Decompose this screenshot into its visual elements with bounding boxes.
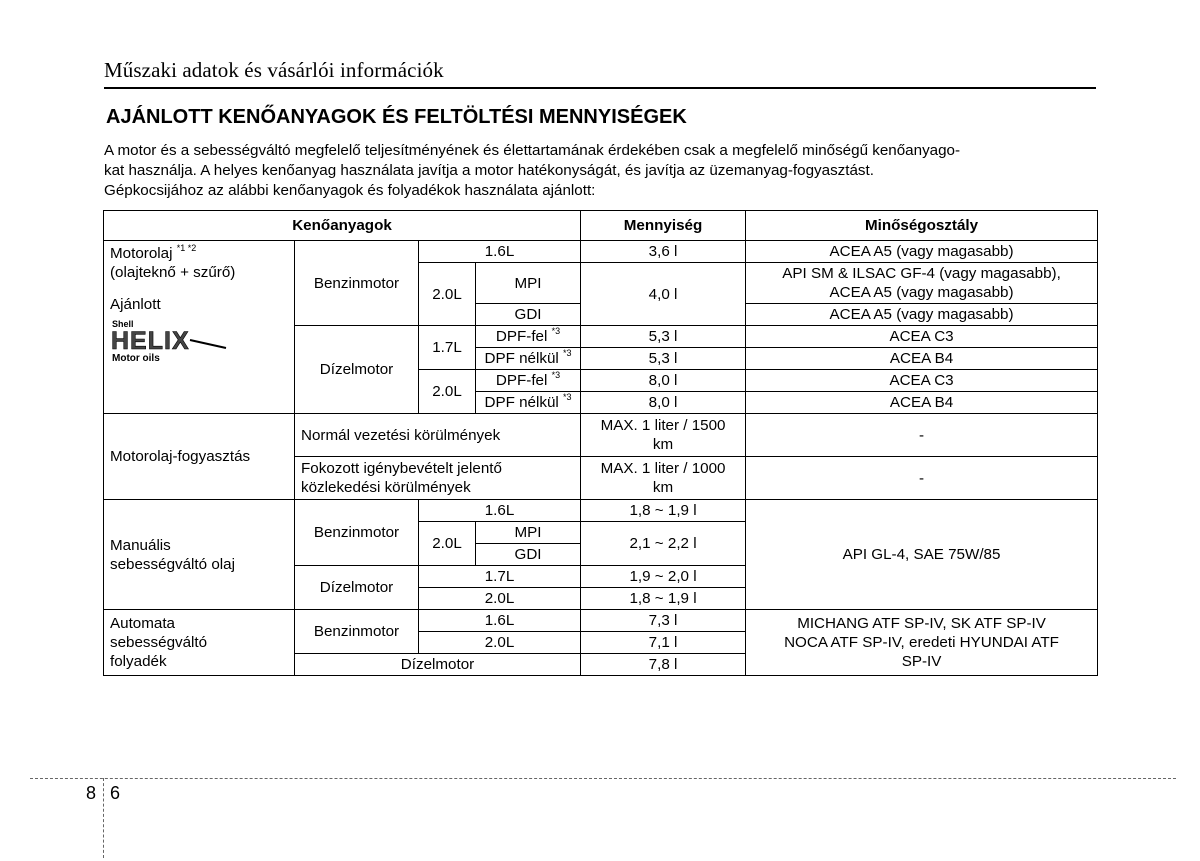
manual-transmission-label: Manuális sebességváltó olaj — [104, 500, 295, 610]
automatic-transmission-label: Automata sebességváltó folyadék — [104, 610, 295, 676]
quantity-cell: 2,1 ~ 2,2 l — [581, 522, 746, 566]
variant-cell: MPI — [476, 263, 581, 304]
logo-tagline: Motor oils — [112, 353, 160, 364]
variant-cell: 2.0L — [419, 588, 581, 610]
grade-cell: API GL-4, SAE 75W/85 — [746, 500, 1098, 610]
header-rule — [104, 87, 1096, 89]
grade-line: API SM & ILSAC GF-4 (vagy magasabb), — [782, 265, 1061, 282]
intro-line: kat használja. A helyes kenőanyag használata javítja a motor hatékonyságát, és javítja az üzemanyag-fogyasztást. — [104, 162, 874, 179]
oil-consumption-label: Motorolaj-fogyasztás — [104, 414, 295, 500]
table-row — [104, 241, 1098, 263]
logo-brand: Shell — [112, 319, 134, 329]
intro-text — [104, 141, 1096, 201]
diesel-engine-cell: Dízelmotor — [295, 566, 419, 610]
logo-name: HELIX — [111, 327, 190, 355]
quantity-cell: 7,1 l — [581, 632, 746, 654]
grade-cell: MICHANG ATF SP-IV, SK ATF SP-IV NOCA ATF SP-IV, eredeti HYUNDAI ATF SP-IV — [746, 610, 1098, 676]
grade-cell: ACEA C3 — [746, 370, 1098, 392]
variant-cell: 1.6L — [419, 500, 581, 522]
quantity-cell: MAX. 1 liter / 1000 km — [581, 457, 746, 500]
variant-cell: DPF-fel $^{*3}$ — [476, 370, 581, 392]
petrol-engine-cell: Benzinmotor — [295, 241, 419, 326]
quantity-cell: 3,6 l — [581, 241, 746, 263]
footer-divider — [30, 778, 1176, 779]
condition-cell: Fokozott igénybevételt jelentő közlekedési körülmények — [295, 457, 581, 500]
header-lubricant: Kenőanyagok — [104, 211, 581, 241]
diesel-engine-cell: Dízelmotor — [295, 326, 419, 414]
grade-cell — [746, 263, 1098, 304]
footnote-ref: *1 *2 — [176, 243, 197, 253]
page-number: 6 — [110, 783, 121, 803]
variant-cell: DPF nélkül $^{*3}$ — [476, 348, 581, 370]
quantity-cell: 4,0 l — [581, 263, 746, 326]
variant-cell: GDI — [476, 304, 581, 326]
page-chapter: 8 — [86, 783, 97, 803]
intro-line: Gépkocsijához az alábbi kenőanyagok és folyadékok használata ajánlott: — [104, 182, 596, 199]
quantity-cell: 7,8 l — [581, 654, 746, 676]
variant-cell: DPF-fel $^{*3}$ — [476, 326, 581, 348]
petrol-engine-cell: Benzinmotor — [295, 500, 419, 566]
grade-cell: ACEA B4 — [746, 348, 1098, 370]
header-grade: Minőségosztály — [746, 211, 1098, 241]
quantity-cell: 1,8 ~ 1,9 l — [581, 588, 746, 610]
grade-cell: ACEA A5 (vagy magasabb) — [746, 241, 1098, 263]
shell-helix-logo — [110, 318, 230, 369]
table-row — [104, 500, 1098, 522]
lubricants-table — [103, 210, 1098, 676]
condition-cell: Normál vezetési körülmények — [295, 414, 581, 457]
table-header-row — [104, 211, 1098, 241]
variant-cell: 1.6L — [419, 241, 581, 263]
section-title: AJÁNLOTT KENŐANYAGOK ÉS FELTÖLTÉSI MENNYISÉGEK — [106, 106, 687, 128]
diesel-engine-cell: Dízelmotor — [295, 654, 581, 676]
table-row — [104, 414, 1098, 457]
quantity-cell: 5,3 l — [581, 348, 746, 370]
header-quantity: Mennyiség — [581, 211, 746, 241]
page-header-title: Műszaki adatok és vásárlói információk — [104, 58, 444, 82]
variant-cell: 1.7L — [419, 326, 476, 370]
engine-oil-label-cell — [104, 241, 295, 414]
grade-cell: ACEA B4 — [746, 392, 1098, 414]
quantity-cell: 1,8 ~ 1,9 l — [581, 500, 746, 522]
recommended-label: Ajánlott — [110, 296, 161, 313]
engine-oil-sub: (olajteknő + szűrő) — [110, 264, 236, 281]
quantity-cell: 5,3 l — [581, 326, 746, 348]
quantity-cell: MAX. 1 liter / 1500 km — [581, 414, 746, 457]
table-row — [104, 610, 1098, 632]
footer-vertical-divider — [103, 778, 104, 858]
grade-cell: ACEA A5 (vagy magasabb) — [746, 304, 1098, 326]
variant-cell: DPF nélkül $^{*3}$ — [476, 392, 581, 414]
variant-cell: 2.0L — [419, 522, 476, 566]
grade-line: ACEA A5 (vagy magasabb) — [829, 284, 1014, 301]
variant-cell: 1.6L — [419, 610, 581, 632]
grade-cell: - — [746, 414, 1098, 457]
quantity-cell: 7,3 l — [581, 610, 746, 632]
petrol-engine-cell: Benzinmotor — [295, 610, 419, 654]
variant-cell: 2.0L — [419, 263, 476, 326]
variant-cell: MPI — [476, 522, 581, 544]
variant-cell: 2.0L — [419, 370, 476, 414]
engine-oil-label: Motorolaj — [110, 245, 173, 262]
quantity-cell: 8,0 l — [581, 392, 746, 414]
grade-cell: ACEA C3 — [746, 326, 1098, 348]
variant-cell: 2.0L — [419, 632, 581, 654]
grade-cell: - — [746, 457, 1098, 500]
shell-helix-logo-icon — [110, 318, 230, 364]
variant-cell: 1.7L — [419, 566, 581, 588]
quantity-cell: 1,9 ~ 2,0 l — [581, 566, 746, 588]
intro-line: A motor és a sebességváltó megfelelő teljesítményének és élettartamának érdekében csak a megfelelő minőségű kenőanyago- — [104, 142, 961, 159]
quantity-cell: 8,0 l — [581, 370, 746, 392]
variant-cell: GDI — [476, 544, 581, 566]
